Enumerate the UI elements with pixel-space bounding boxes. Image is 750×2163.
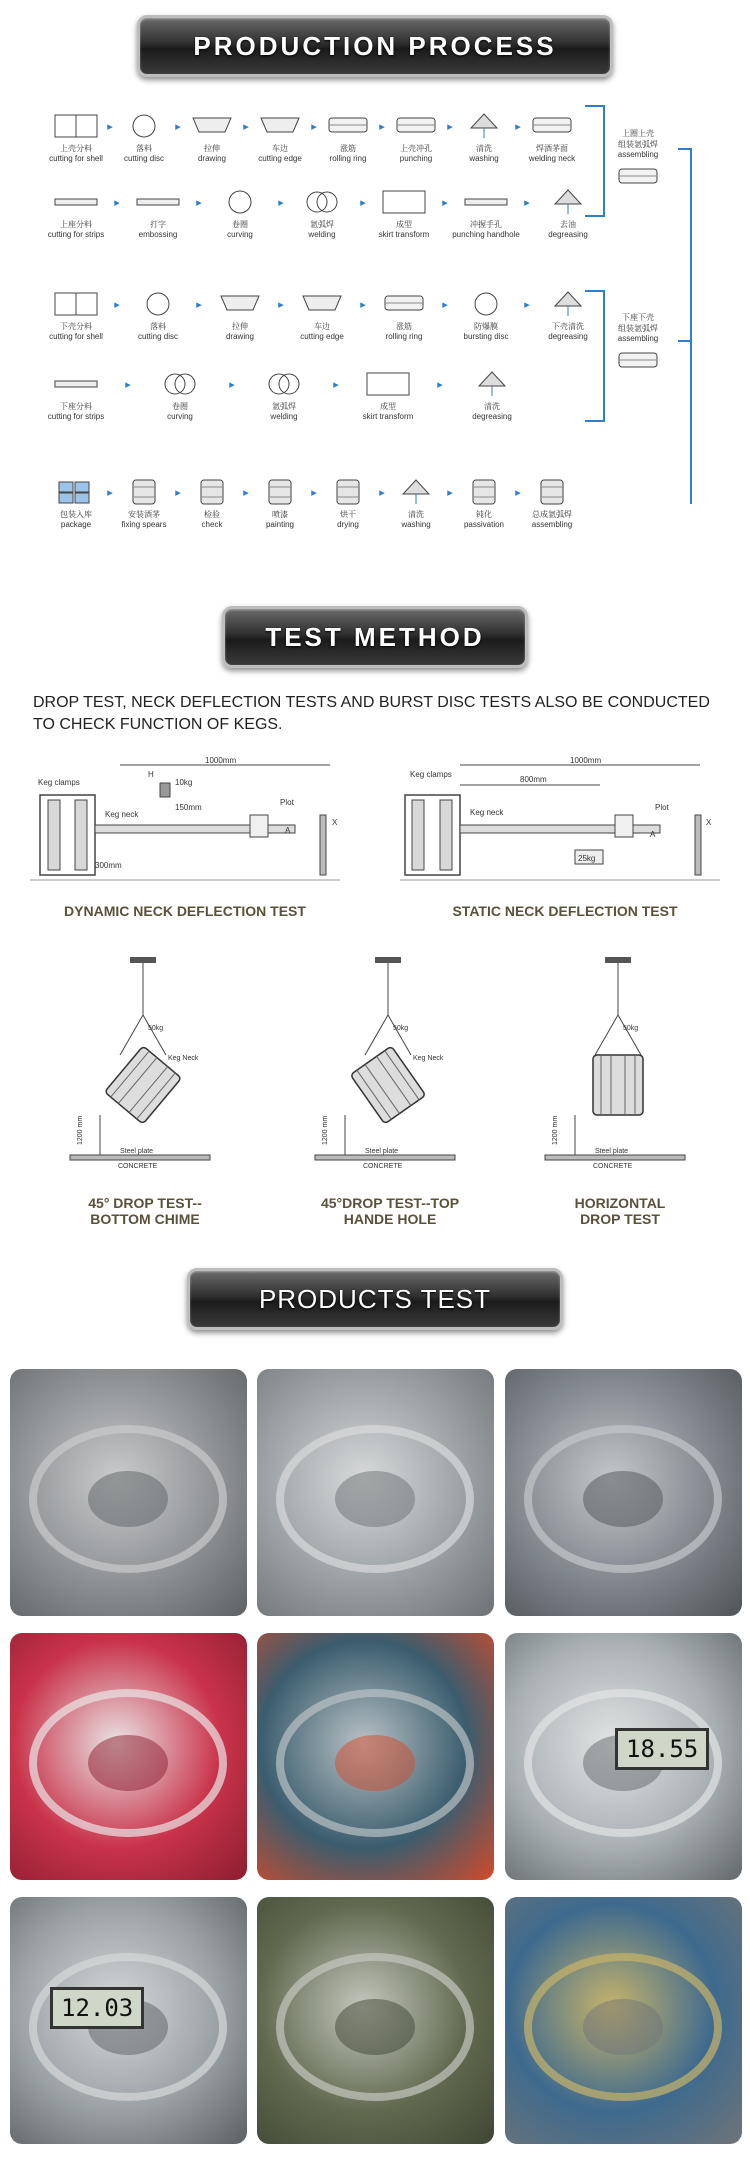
caliper-readout: 18.55 [615,1728,709,1770]
process-step [290,188,354,239]
step-icon [299,290,345,318]
flow-arrow: ▸ [243,486,249,499]
product-photo-caliper-reading [505,1633,742,1880]
flow-arrow: ▸ [447,120,453,133]
process-step [248,478,312,529]
step-en: skirt transform [378,230,430,239]
process-row5 [44,478,584,529]
step-cn: 卷圈 [232,220,248,229]
flow-connector [585,290,605,422]
flow-arrow: ▸ [311,120,317,133]
step-icon [121,112,167,140]
step-cn: 焊酒茅面 [536,144,568,153]
drop-test-0 [60,955,230,1227]
step-en: package [60,520,92,529]
process-step [180,478,244,529]
step-cn: 上壳冲孔 [400,144,432,153]
drop-label [535,1195,705,1227]
step-cn: 氩弧焊 [272,402,296,411]
flow-arrow: ▸ [515,120,521,133]
drop-height: 1200 mm [322,1115,329,1145]
test-method-banner [222,606,528,668]
drop-label-line2: HANDE HOLE [343,1211,437,1227]
static-neck-deflection-label: STATIC NECK DEFLECTION TEST [452,903,678,919]
photo-art [257,1369,494,1616]
step-cn: 涨筋 [396,322,412,331]
step-icon [463,188,509,216]
step-en: welding [270,412,298,421]
step-en: punching [399,154,433,163]
step-icon [381,290,427,318]
flow-arrow: ▸ [524,196,530,209]
process-step [252,370,316,421]
step-en: cutting edge [300,332,344,341]
step-en: degreasing [472,412,512,421]
flow-arrow: ▸ [524,298,530,311]
process-step [44,188,108,239]
process-step [208,188,272,239]
step-cn: 烘干 [340,510,356,519]
process-step [316,478,380,529]
step-cn: 钝化 [476,510,492,519]
step-en: rolling ring [329,154,367,163]
static-neck: Keg neck [470,808,504,817]
drop-label-line1: 45°DROP TEST--TOP [320,1195,460,1211]
static-x: X [706,818,712,827]
process-step [454,188,518,239]
product-photo-thickness-gauge [257,1633,494,1880]
dyn-a: A [285,826,291,835]
step-cn: 防爆膜 [474,322,498,331]
assemble-cn1: 上圈上壳 [622,129,654,138]
step-icon [469,370,515,398]
drop-plate: Steel plate [120,1148,154,1155]
step-icon [299,188,345,216]
step-icon [325,112,371,140]
step-en: cutting for shell [49,154,103,163]
step-icon [121,478,167,506]
step-cn: 涨筋 [340,144,356,153]
step-cn: 落料 [150,322,166,331]
step-en: welding neck [528,154,576,163]
step-icon [393,478,439,506]
step-en: assembling [531,520,573,529]
step-icon [189,478,235,506]
step-en: curving [167,412,193,421]
step-icon [381,188,427,216]
process-step [460,370,524,421]
step-en: bursting disc [463,332,509,341]
process-step [44,112,108,163]
drop-label-line2: BOTTOM CHIME [90,1211,200,1227]
drop-plate: Steel plate [595,1148,629,1155]
flow-arrow: ▸ [114,196,120,209]
step-cn: 清洗 [408,510,424,519]
flow-arrow: ▸ [379,486,385,499]
step-icon [257,478,303,506]
step-en: passivation [463,520,505,529]
static-clamps: Keg clamps [410,770,452,779]
production-process-banner [137,15,613,77]
step-icon [257,112,303,140]
step-en: degreasing [548,230,588,239]
flow-arrow: ▸ [278,298,284,311]
flow-arrow: ▸ [125,378,131,391]
process-step [148,370,212,421]
flow-arrow: ▸ [311,486,317,499]
step-cn: 下壳分料 [60,322,92,331]
step-icon [135,290,181,318]
step-en: degreasing [548,332,588,341]
assemble-cn2: 组装氩弧焊 [618,140,658,149]
flow-arrow: ▸ [360,298,366,311]
step-en: cutting for shell [49,332,103,341]
drop-label-line2: DROP TEST [580,1211,660,1227]
drop-base: CONCRETE [593,1163,633,1170]
product-photo-ruler-closeup [257,1897,494,2144]
step-cn: 氩弧焊 [310,220,334,229]
step-en: rolling ring [385,332,423,341]
step-icon [461,112,507,140]
dyn-plot: Plot [280,798,294,807]
process-step [44,290,108,341]
step-cn: 下座分料 [60,402,92,411]
drop-diagram [305,955,475,1170]
flow-arrow: ▸ [114,298,120,311]
flow-arrow: ▸ [447,486,453,499]
step-en: cutting edge [258,154,302,163]
process-step [208,290,272,341]
product-photo-keg-caliper-top [505,1369,742,1616]
test-method-description: DROP TEST, NECK DEFLECTION TESTS AND BURST DISC TESTS ALSO BE CONDUCTED TO CHECK FUNCTION OF KEGS. [33,694,710,733]
step-icon [217,188,263,216]
process-step [248,112,312,163]
dyn-dim-bottom: 300mm [95,861,122,870]
static-a: A [650,830,656,839]
step-icon [529,112,575,140]
step-cn: 卷圈 [172,402,188,411]
flow-arrow: ▸ [437,378,443,391]
step-cn: 检验 [204,510,220,519]
flow-arrow: ▸ [196,196,202,209]
step-en: washing [401,520,431,529]
flow-arrow: ▸ [360,196,366,209]
step-en: drying [337,520,359,529]
process-row2 [44,188,600,239]
drop-test-1 [305,955,475,1227]
step-icon [189,112,235,140]
photo-art [10,1369,247,1616]
step-en: drawing [197,154,226,163]
process-step [126,290,190,341]
test-method-title: TEST METHOD [265,621,485,652]
process-row3 [44,290,600,341]
photo-art [505,1369,742,1616]
flow-arrow: ▸ [175,120,181,133]
flow-connector [690,210,692,504]
product-photo-keg-top-measure [10,1369,247,1616]
photo-art [505,1897,742,2144]
step-icon [53,188,99,216]
photo-art [257,1897,494,2144]
step-en: drawing [225,332,254,341]
step-en: punching handhole [452,230,520,239]
drop-label-line1: HORIZONTAL [574,1195,666,1211]
drop-height: 1200 mm [77,1115,84,1145]
dynamic-neck-deflection-label: DYNAMIC NECK DEFLECTION TEST [64,903,306,919]
dyn-clamps: Keg clamps [38,778,80,787]
dyn-x: X [332,818,338,827]
static-plot: Plot [655,803,669,812]
drop-weight: 50kg [148,1025,164,1032]
step-en: welding [308,230,336,239]
static-dim-top: 1000mm [570,756,602,765]
flow-connector [585,105,605,217]
drop-diagram [535,955,705,1170]
step-cn: 上座分料 [60,220,92,229]
process-row4 [44,370,524,421]
process-step [112,478,176,529]
assemble-en: assembling [617,150,659,159]
step-en: curving [227,230,253,239]
drop-plate: Steel plate [365,1148,399,1155]
assemble-en: assembling [617,334,659,343]
flow-arrow: ▸ [442,196,448,209]
step-icon [261,370,307,398]
product-photo-caliper-wall [10,1897,247,2144]
drop-weight: 50kg [393,1025,409,1032]
dyn-h: H [148,770,154,779]
step-icon [157,370,203,398]
production-process-title: PRODUCTION PROCESS [193,30,557,61]
flow-arrow: ▸ [278,196,284,209]
flow-arrow: ▸ [175,486,181,499]
step-cn: 清洗 [484,402,500,411]
step-cn: 拉伸 [204,144,220,153]
dynamic-neck-deflection-diagram [30,755,340,895]
step-en: cutting disc [137,332,179,341]
process-step [372,290,436,341]
step-en: cutting for strips [47,412,105,421]
step-cn: 总成氩弧焊 [532,510,572,519]
process-step [316,112,380,163]
photo-art [257,1633,494,1880]
dyn-weight: 10kg [175,778,193,787]
step-icon [461,478,507,506]
assemble-node [603,312,673,377]
flow-arrow: ▸ [229,378,235,391]
products-test-title: PRODUCTS TEST [258,1283,492,1314]
step-icon [365,370,411,398]
step-cn: 冲握手孔 [470,220,502,229]
step-cn: 车边 [314,322,330,331]
step-cn: 成型 [380,402,396,411]
step-cn: 喷漆 [272,510,288,519]
step-cn: 安装酒茅 [128,510,160,519]
process-row1 [44,112,584,163]
drop-test-2 [535,955,705,1227]
flow-arrow: ▸ [107,486,113,499]
static-neck-deflection-diagram [400,755,720,895]
flow-arrow: ▸ [442,298,448,311]
process-step [290,290,354,341]
process-step [126,188,190,239]
step-icon [53,112,99,140]
step-cn: 成型 [396,220,412,229]
process-step [112,112,176,163]
products-test-banner [187,1268,563,1330]
drop-base: CONCRETE [363,1163,403,1170]
process-step [356,370,420,421]
process-step [520,112,584,163]
step-cn: 清洗 [476,144,492,153]
assemble-node [603,128,673,193]
dyn-h-value: 150mm [175,803,202,812]
process-step [452,112,516,163]
flow-arrow: ▸ [379,120,385,133]
static-dim-mid: 800mm [520,775,547,784]
dyn-dim-top: 1000mm [205,756,237,765]
assemble-icon [603,347,673,377]
step-icon [217,290,263,318]
step-icon [393,112,439,140]
step-en: painting [265,520,295,529]
process-step [384,112,448,163]
process-step [384,478,448,529]
flow-arrow: ▸ [107,120,113,133]
step-cn: 去油 [560,220,576,229]
step-en: embossing [138,230,178,239]
step-icon [53,290,99,318]
step-icon [135,188,181,216]
drop-label-line1: 45° DROP TEST-- [88,1195,202,1211]
drop-label [305,1195,475,1227]
drop-label [60,1195,230,1227]
step-en: cutting disc [123,154,165,163]
dyn-neck: Keg neck [105,810,139,819]
drop-height: 1200 mm [552,1115,559,1145]
step-cn: 打字 [150,220,166,229]
step-cn: 上壳分料 [60,144,92,153]
caliper-readout: 12.03 [50,1987,144,2029]
product-photo-keg-on-scale [505,1897,742,2144]
drop-weight: 50kg [623,1025,639,1032]
process-step [44,478,108,529]
flow-arrow: ▸ [196,298,202,311]
step-en: cutting for strips [47,230,105,239]
drop-neck: Keg Neck [413,1055,444,1062]
step-icon [53,370,99,398]
product-photo-neck-ruler-check [257,1369,494,1616]
step-cn: 拉伸 [232,322,248,331]
photo-art [10,1633,247,1880]
process-step [520,478,584,529]
step-en: fixing spears [121,520,167,529]
step-icon [53,478,99,506]
step-icon [529,478,575,506]
process-step [454,290,518,341]
assemble-icon [603,163,673,193]
step-cn: 落料 [136,144,152,153]
process-step [180,112,244,163]
assemble-cn2: 组装氩弧焊 [618,324,658,333]
process-step [44,370,108,421]
static-weight: 25kg [578,854,596,863]
process-step [452,478,516,529]
step-en: washing [469,154,499,163]
drop-neck: Keg Neck [168,1055,199,1062]
step-cn: 包装入库 [60,510,92,519]
drop-diagram [60,955,230,1170]
step-icon [463,290,509,318]
step-en: skirt transform [362,412,414,421]
flow-arrow: ▸ [333,378,339,391]
step-cn: 车边 [272,144,288,153]
drop-base: CONCRETE [118,1163,158,1170]
step-en: check [201,520,223,529]
step-cn: 下壳清洗 [552,322,584,331]
assemble-cn1: 下座下壳 [622,313,654,322]
step-icon [325,478,371,506]
flow-arrow: ▸ [515,486,521,499]
product-photo-paint-color-samples [10,1633,247,1880]
process-step [372,188,436,239]
flow-arrow: ▸ [243,120,249,133]
